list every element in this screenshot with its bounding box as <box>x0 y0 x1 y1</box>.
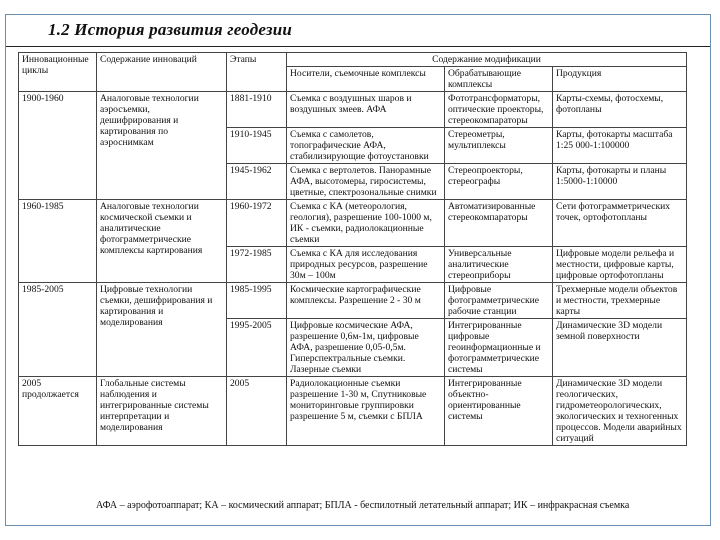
table-row <box>19 283 687 319</box>
stage-carriers: Съемка с КА (метеорология, геология), разрешение 100-1000 м, ИК - съемки, радиолокационные съемки <box>287 200 445 247</box>
stage-products: Карты, фотокарты и планы 1:5000-1:10000 <box>553 164 687 200</box>
stage-processing: Интегрированные объектно-ориентированные системы <box>445 377 553 446</box>
cycle-content: Аналоговые технологии аэросъемки, дешифрирования и картирования по аэроснимкам <box>97 92 227 200</box>
header-carriers: Носители, съемочные комплексы <box>287 67 445 92</box>
stage-period: 1960-1972 <box>227 200 287 247</box>
history-table <box>18 52 687 446</box>
stage-period: 1995-2005 <box>227 319 287 377</box>
table-row <box>19 377 687 446</box>
history-document <box>18 52 686 446</box>
stage-products: Карты-схемы, фотосхемы, фотопланы <box>553 92 687 128</box>
header-modifications: Содержание модификации <box>287 53 687 67</box>
title-divider <box>6 46 710 47</box>
cycle-period: 1900-1960 <box>19 92 97 200</box>
stage-period: 1910-1945 <box>227 128 287 164</box>
table-row <box>19 200 687 247</box>
stage-processing: Фототрансформаторы, оптические проекторы, стереокомпараторы <box>445 92 553 128</box>
stage-carriers: Съемка с вертолетов. Панорамные АФА, высотомеры, гиросистемы, цветные, спектрозональные снимки <box>287 164 445 200</box>
cycle-content: Аналоговые технологии космической съемки и аналитические фотограмметрические комплексы картирования <box>97 200 227 283</box>
header-products: Продукция <box>553 67 687 92</box>
stage-processing: Автоматизированные стереокомпараторы <box>445 200 553 247</box>
stage-products: Цифровые модели рельефа и местности, цифровые карты, цифровые ортофотопланы <box>553 247 687 283</box>
slide-title: 1.2 История развития геодезии <box>48 20 293 39</box>
stage-period: 1972-1985 <box>227 247 287 283</box>
header-stages: Этапы <box>227 53 287 92</box>
stage-carriers: Съемка с воздушных шаров и воздушных змеев. АФА <box>287 92 445 128</box>
stage-processing: Стереометры, мультиплексы <box>445 128 553 164</box>
cycle-content: Цифровые технологии съемки, дешифрирования и картирования и моделирования <box>97 283 227 377</box>
cycle-period: 1960-1985 <box>19 200 97 283</box>
stage-products: Динамические 3D модели земной поверхности <box>553 319 687 377</box>
stage-period: 1945-1962 <box>227 164 287 200</box>
stage-period: 1881-1910 <box>227 92 287 128</box>
stage-period: 2005 <box>227 377 287 446</box>
header-content: Содержание инноваций <box>97 53 227 92</box>
table-row <box>19 92 687 128</box>
stage-carriers: Радиолокационные съемки разрешение 1-30 м, Спутниковые мониторинговые группировки разрешение 5 м, съемки с БПЛА <box>287 377 445 446</box>
stage-processing: Универсальные аналитические стереоприборы <box>445 247 553 283</box>
stage-carriers: Космические картографические комплексы. Разрешение 2 - 30 м <box>287 283 445 319</box>
stage-processing: Цифровые фотограмметрические рабочие станции <box>445 283 553 319</box>
cycle-period: 1985-2005 <box>19 283 97 377</box>
stage-processing: Интегрированные цифровые геоинформационные и фотограмметрические системы <box>445 319 553 377</box>
stage-period: 1985-1995 <box>227 283 287 319</box>
stage-products: Динамические 3D модели геологических, гидрометеорологических, экологических и техногенных процессов. Модели аварийных ситуаций <box>553 377 687 446</box>
stage-carriers: Съемка с самолетов, топографические АФА, стабилизирующие фотоустановки <box>287 128 445 164</box>
abbreviations-footnote: АФА – аэрофотоаппарат; КА – космический аппарат; БПЛА - беспилотный летательный аппарат; ИК – инфракрасная съемка <box>96 500 630 511</box>
header-processing: Обрабатывающие комплексы <box>445 67 553 92</box>
stage-carriers: Съемка с КА для исследования природных ресурсов, разрешение 30м – 100м <box>287 247 445 283</box>
stage-processing: Стереопроекторы, стереографы <box>445 164 553 200</box>
cycle-content: Глобальные системы наблюдения и интегрированные системы интерпретации и моделирования <box>97 377 227 446</box>
cycle-period: 2005 продолжается <box>19 377 97 446</box>
stage-products: Трехмерные модели объектов и местности, трехмерные карты <box>553 283 687 319</box>
stage-products: Карты, фотокарты масштаба 1:25 000-1:100000 <box>553 128 687 164</box>
header-cycles: Инновационные циклы <box>19 53 97 92</box>
stage-products: Сети фотограмметрических точек, ортофотопланы <box>553 200 687 247</box>
stage-carriers: Цифровые космические АФА, разрешение 0,6м-1м, цифровые АФА, разрешение 0,05-0,5м. Гиперспектральные съемки. Лазерные съемки <box>287 319 445 377</box>
